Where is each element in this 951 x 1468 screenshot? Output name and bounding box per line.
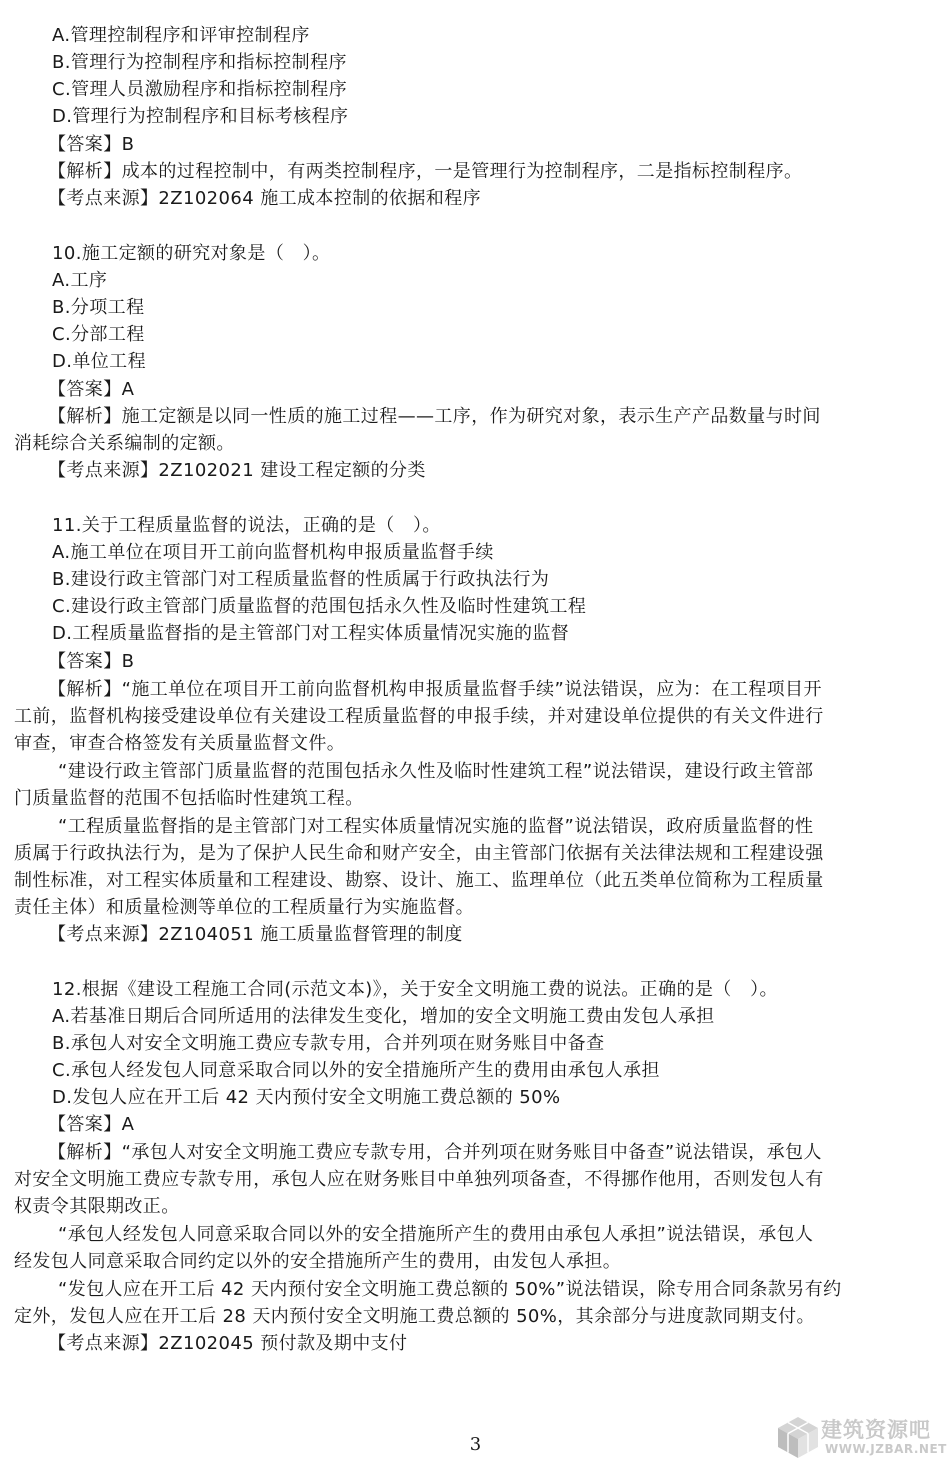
- q11-answer: 【答案】B: [48, 651, 135, 672]
- q12-answer: 【答案】A: [48, 1114, 135, 1135]
- q9-option-d: D.管理行为控制程序和目标考核程序: [52, 106, 349, 127]
- q10-option-b: B.分项工程: [52, 297, 145, 318]
- q9-option-c: C.管理人员激励程序和指标控制程序: [52, 79, 348, 100]
- q9-source: 【考点来源】2Z102064 施工成本控制的依据和程序: [48, 188, 482, 209]
- q9-analysis: 【解析】成本的过程控制中，有两类控制程序，一是管理行为控制程序，二是指标控制程序。: [48, 161, 803, 182]
- q11-option-a: A.施工单位在项目开工前向监督机构申报质量监督手续: [52, 542, 494, 563]
- q11-analysis-3-line-1: “工程质量监督指的是主管部门对工程实体质量情况实施的监督”说法错误，政府质量监督的性: [58, 816, 814, 837]
- q11-option-c: C.建设行政主管部门质量监督的范围包括永久性及临时性建筑工程: [52, 596, 587, 617]
- q11-stem: 11.关于工程质量监督的说法，正确的是（ ）。: [52, 515, 441, 536]
- q11-analysis-2-line-1: “建设行政主管部门质量监督的范围包括永久性及临时性建筑工程”说法错误，建设行政主管部: [58, 761, 814, 782]
- q12-stem: 12.根据《建设工程施工合同(示范文本)》，关于安全文明施工费的说法。正确的是（ ）。: [52, 979, 778, 1000]
- q10-analysis-line-2: 消耗综合关系编制的定额。: [14, 433, 235, 454]
- q12-source: 【考点来源】2Z102045 预付款及期中支付: [48, 1333, 408, 1354]
- q9-answer: 【答案】B: [48, 134, 135, 155]
- q12-analysis-1-line-1: 【解析】“承包人对安全文明施工费应专款专用，合并列项在财务账目中备查”说法错误，承包人: [48, 1142, 822, 1163]
- q10-stem: 10.施工定额的研究对象是（ ）。: [52, 243, 331, 264]
- q11-analysis-1-line-3: 审查，审查合格签发有关质量监督文件。: [14, 733, 346, 754]
- q12-option-d: D.发包人应在开工后 42 天内预付安全文明施工费总额的 50%: [52, 1087, 561, 1108]
- q12-option-b: B.承包人对安全文明施工费应专款专用，合并列项在财务账目中备查: [52, 1033, 605, 1054]
- watermark: [775, 1412, 945, 1462]
- q12-analysis-3-line-2: 定外，发包人应在开工后 28 天内预付安全文明施工费总额的 50%，其余部分与进度款同期支付。: [14, 1306, 815, 1327]
- q12-analysis-1-line-2: 对安全文明施工费应专款专用，承包人应在财务账目中单独列项备查，不得挪作他用，否则发包人有: [14, 1169, 824, 1190]
- q10-analysis-line-1: 【解析】施工定额是以同一性质的施工过程——工序，作为研究对象，表示生产产品数量与时间: [48, 406, 821, 427]
- watermark-title: 建筑资源吧: [821, 1418, 931, 1442]
- q10-answer: 【答案】A: [48, 379, 135, 400]
- q12-option-c: C.承包人经发包人同意采取合同以外的安全措施所产生的费用由承包人承担: [52, 1060, 660, 1081]
- q9-option-a: A.管理控制程序和评审控制程序: [52, 25, 310, 46]
- q10-source: 【考点来源】2Z102021 建设工程定额的分类: [48, 460, 426, 481]
- q10-option-d: D.单位工程: [52, 351, 146, 372]
- q11-option-d: D.工程质量监督指的是主管部门对工程实体质量情况实施的监督: [52, 623, 570, 644]
- q10-option-c: C.分部工程: [52, 324, 145, 345]
- q10-option-a: A.工序: [52, 270, 108, 291]
- q12-analysis-1-line-3: 权责令其限期改正。: [14, 1196, 180, 1217]
- q12-analysis-3-line-1: “发包人应在开工后 42 天内预付安全文明施工费总额的 50%”说法错误，除专用合同条款另有约: [58, 1279, 842, 1300]
- q11-source: 【考点来源】2Z104051 施工质量监督管理的制度: [48, 924, 463, 945]
- q11-analysis-1-line-2: 工前，监督机构接受建设单位有关建设工程质量监督的申报手续，并对建设单位提供的有关文件进行: [14, 706, 824, 727]
- q12-analysis-2-line-1: “承包人经发包人同意采取合同以外的安全措施所产生的费用由承包人承担”说法错误，承包人: [58, 1224, 814, 1245]
- q12-analysis-2-line-2: 经发包人同意采取合同约定以外的安全措施所产生的费用，由发包人承担。: [14, 1251, 622, 1272]
- page-number: 3: [469, 1434, 482, 1455]
- q12-option-a: A.若基准日期后合同所适用的法律发生变化，增加的安全文明施工费由发包人承担: [52, 1006, 715, 1027]
- watermark-url: WWW.JZBAR.NET: [825, 1442, 947, 1456]
- q11-option-b: B.建设行政主管部门对工程质量监督的性质属于行政执法行为: [52, 569, 550, 590]
- q11-analysis-3-line-4: 责任主体）和质量检测等单位的工程质量行为实施监督。: [14, 897, 474, 918]
- q11-analysis-3-line-2: 质属于行政执法行为，是为了保护人民生命和财产安全，由主管部门依据有关法律法规和工程建设强: [14, 843, 824, 864]
- q11-analysis-2-line-2: 门质量监督的范围不包括临时性建筑工程。: [14, 788, 364, 809]
- q9-option-b: B.管理行为控制程序和指标控制程序: [52, 52, 347, 73]
- q11-analysis-3-line-3: 制性标准，对工程实体质量和工程建设、勘察、设计、施工、监理单位（此五类单位简称为工程质量: [14, 870, 824, 891]
- q11-analysis-1-line-1: 【解析】“施工单位在项目开工前向监督机构申报质量监督手续”说法错误，应为：在工程项目开: [48, 679, 822, 700]
- watermark-cube-icon: [775, 1414, 821, 1460]
